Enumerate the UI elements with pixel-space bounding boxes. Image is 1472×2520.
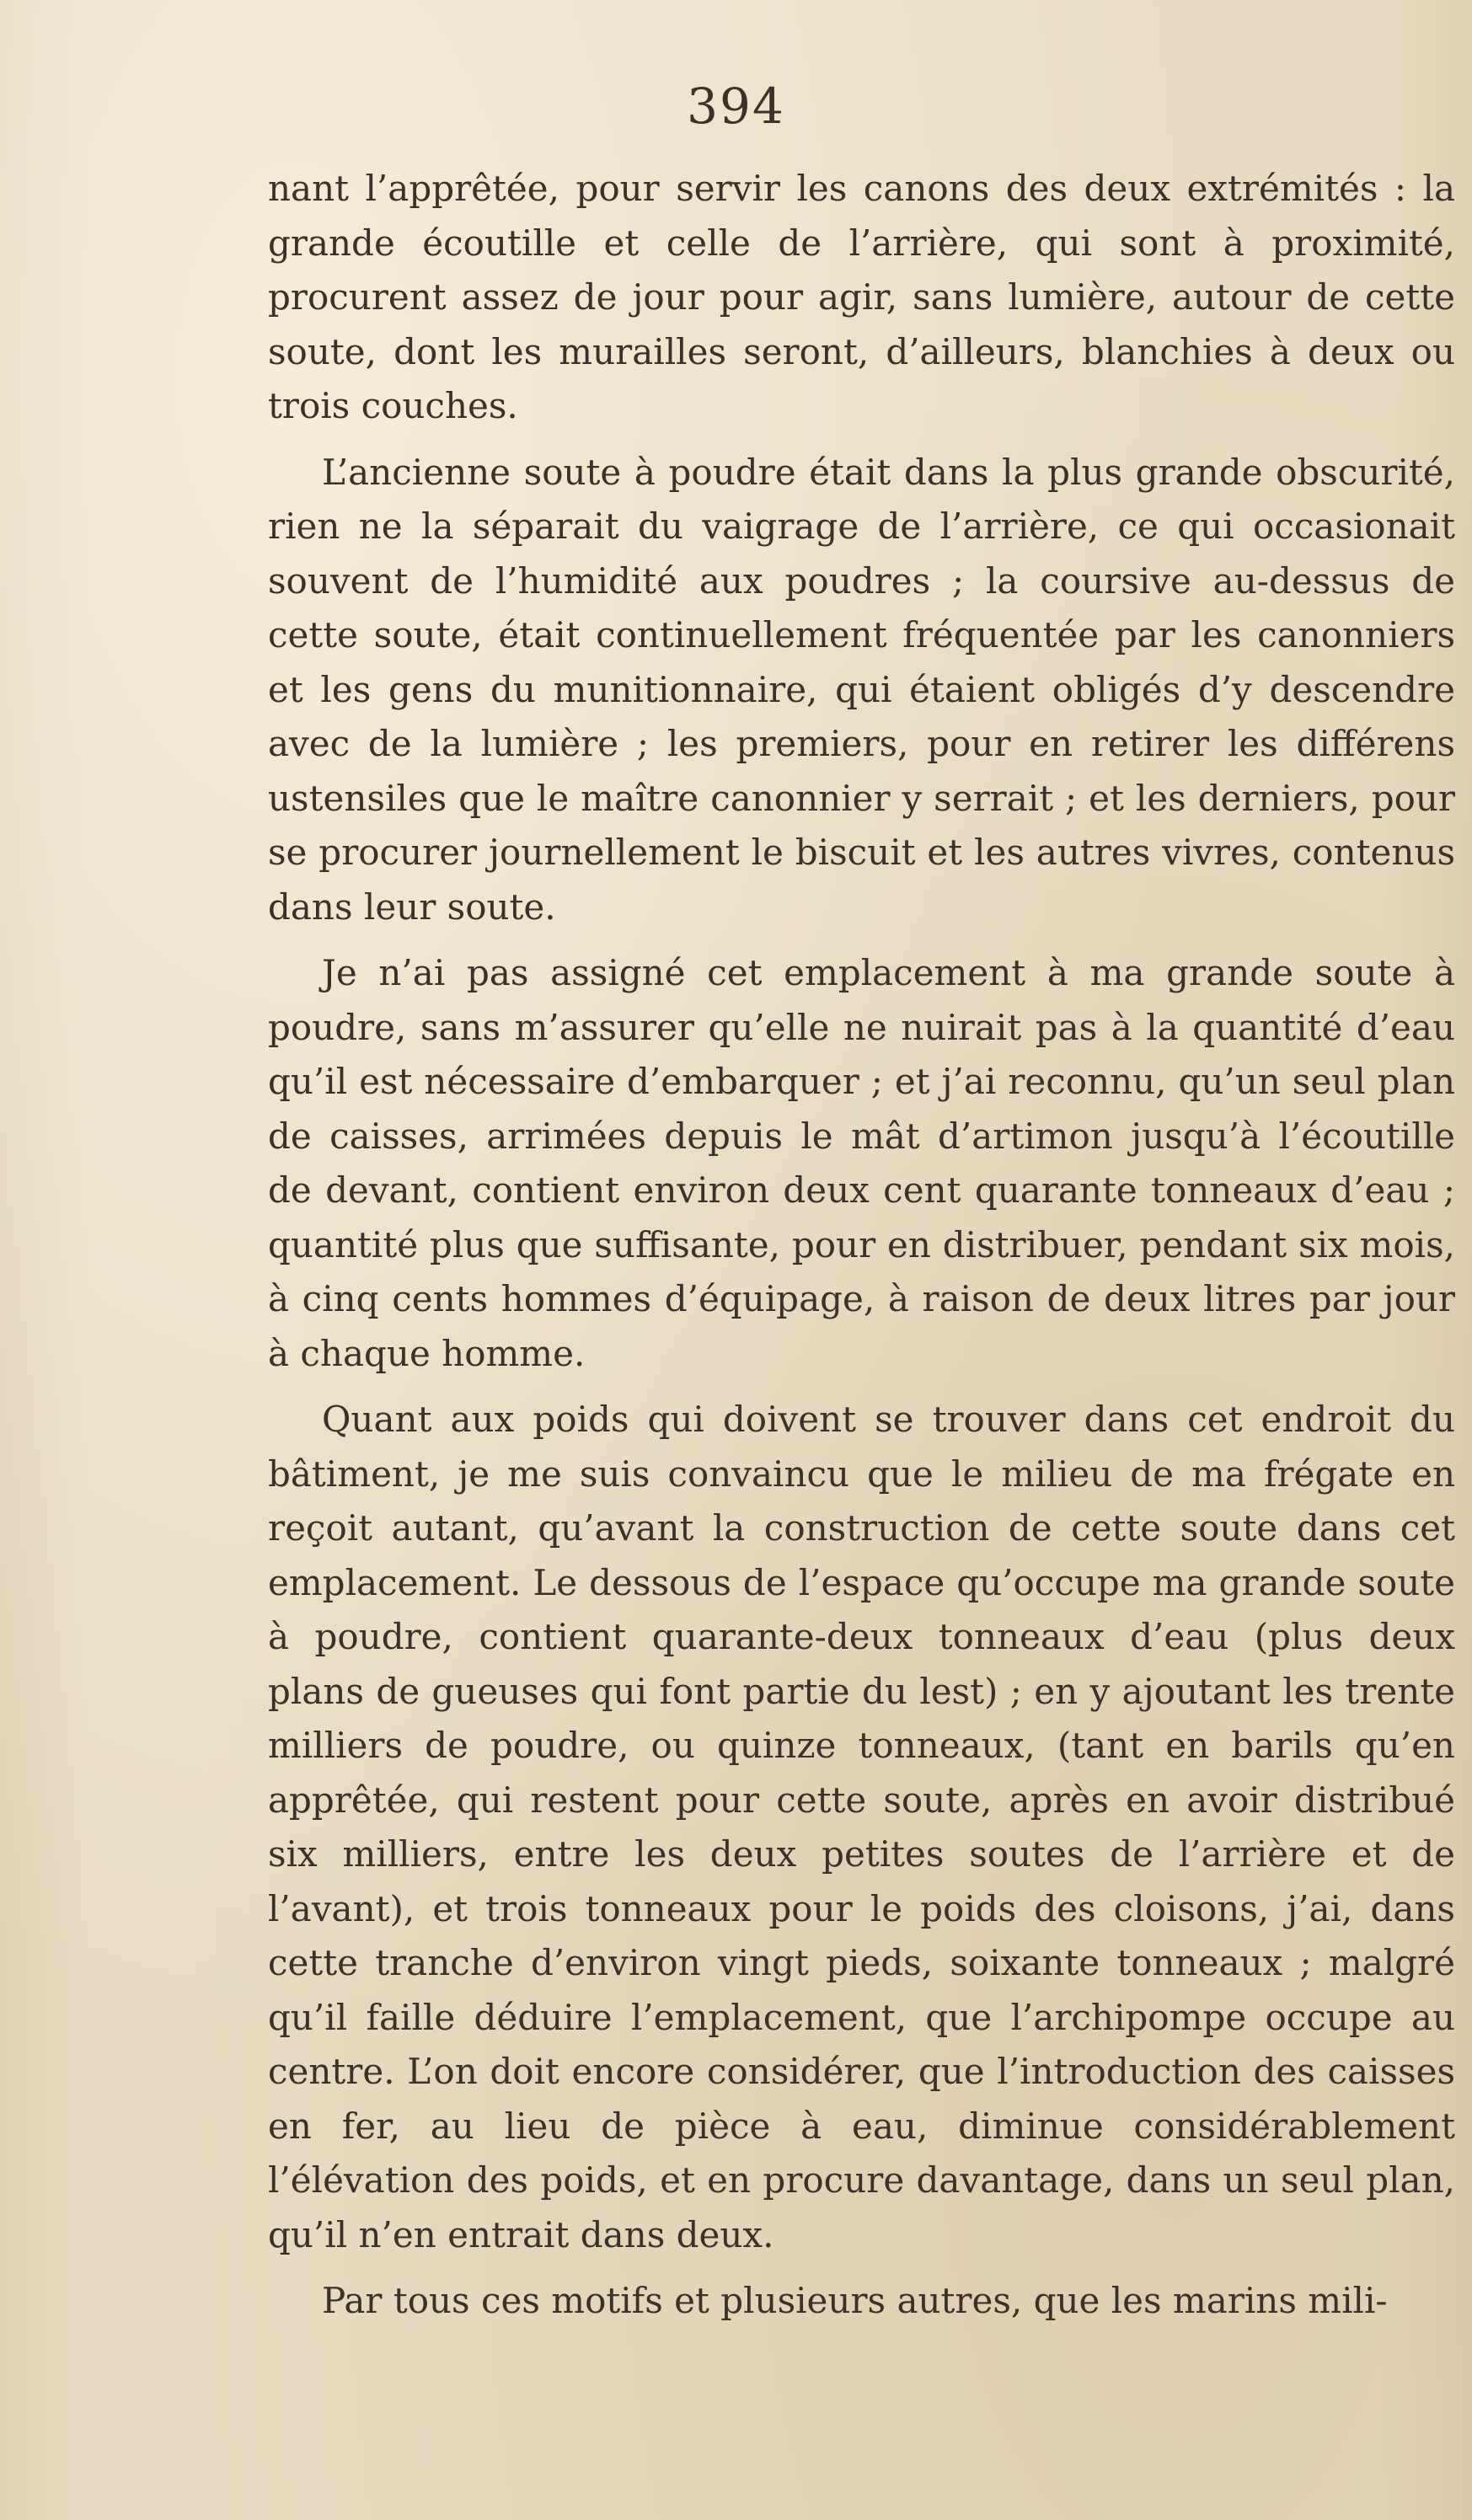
paragraph-truncated: Par tous ces motifs et plusieurs autres, que les marins mili- (322, 2280, 1388, 2321)
paragraph: Quant aux poids qui doivent se trouver dans cet endroit du bâtiment, je me suis convaincu que le milieu de ma frégate en reçoit autant, qu’avant la construction de cette soute dans cet emplacement. Le dessous de l’espace qu’occupe ma grande soute à poudre, contient quarante-deux tonneaux d’eau (plus deux plans de gueuses qui font partie du lest) ; en y ajoutant les trente milliers de poudre, ou quinze tonneaux, (tant en barils qu’en apprêtée, qui restent pour cette soute, après en avoir distribué six milliers, entre les deux petites soutes de l’arrière et de l’avant), et trois tonneaux pour le poids des cloisons, j’ai, dans cette tranche d’environ vingt pieds, soixante tonneaux ; malgré qu’il faille déduire l’emplacement, que l’archipompe occupe au centre. L’on doit encore considérer, que l’introduction des caisses en fer, au lieu de pièce à eau, diminue considérablement l’élévation des poids, et en procure davantage, dans un seul plan, qu’il n’en entrait dans deux. (268, 1399, 1455, 2255)
paragraph: Je n’ai pas assigné cet emplacement à ma grande soute à poudre, sans m’assurer qu’elle ne nuirait pas à la quantité d’eau qu’il est nécessaire d’embarquer ; et j’ai reconnu, qu’un seul plan de caisses, arrimées depuis le mât d’artimon jusqu’à l’écoutille de devant, contient environ deux cent quarante tonneaux d’eau ; quantité plus que suffisante, pour en distribuer, pendant six mois, à cinq cents hommes d’équipage, à raison de deux litres par jour à chaque homme. (268, 952, 1455, 1374)
page-body (268, 162, 1455, 2341)
page-number: 394 (687, 78, 785, 135)
paragraph-continued: nant l’apprêtée, pour servir les canons des deux extrémités : la grande écoutille et celle de l’arrière, qui sont à proximité, procurent assez de jour pour agir, sans lumière, autour de cette soute, dont les murailles seront, d’ailleurs, blanchies à deux ou trois couches. (268, 168, 1455, 426)
paragraph: L’ancienne soute à poudre était dans la plus grande obscurité, rien ne la séparait du vaigrage de l’arrière, ce qui occasionait souvent de l’humidité aux poudres ; la coursive au-dessus de cette soute, était continuellement fréquentée par les canonniers et les gens du munitionnaire, qui étaient obligés d’y descendre avec de la lumière ; les premiers, pour en retirer les différens ustensiles que le maître canonnier y serrait ; et les derniers, pour se procurer journellement le biscuit et les autres vivres, contenus dans leur soute. (268, 451, 1455, 928)
